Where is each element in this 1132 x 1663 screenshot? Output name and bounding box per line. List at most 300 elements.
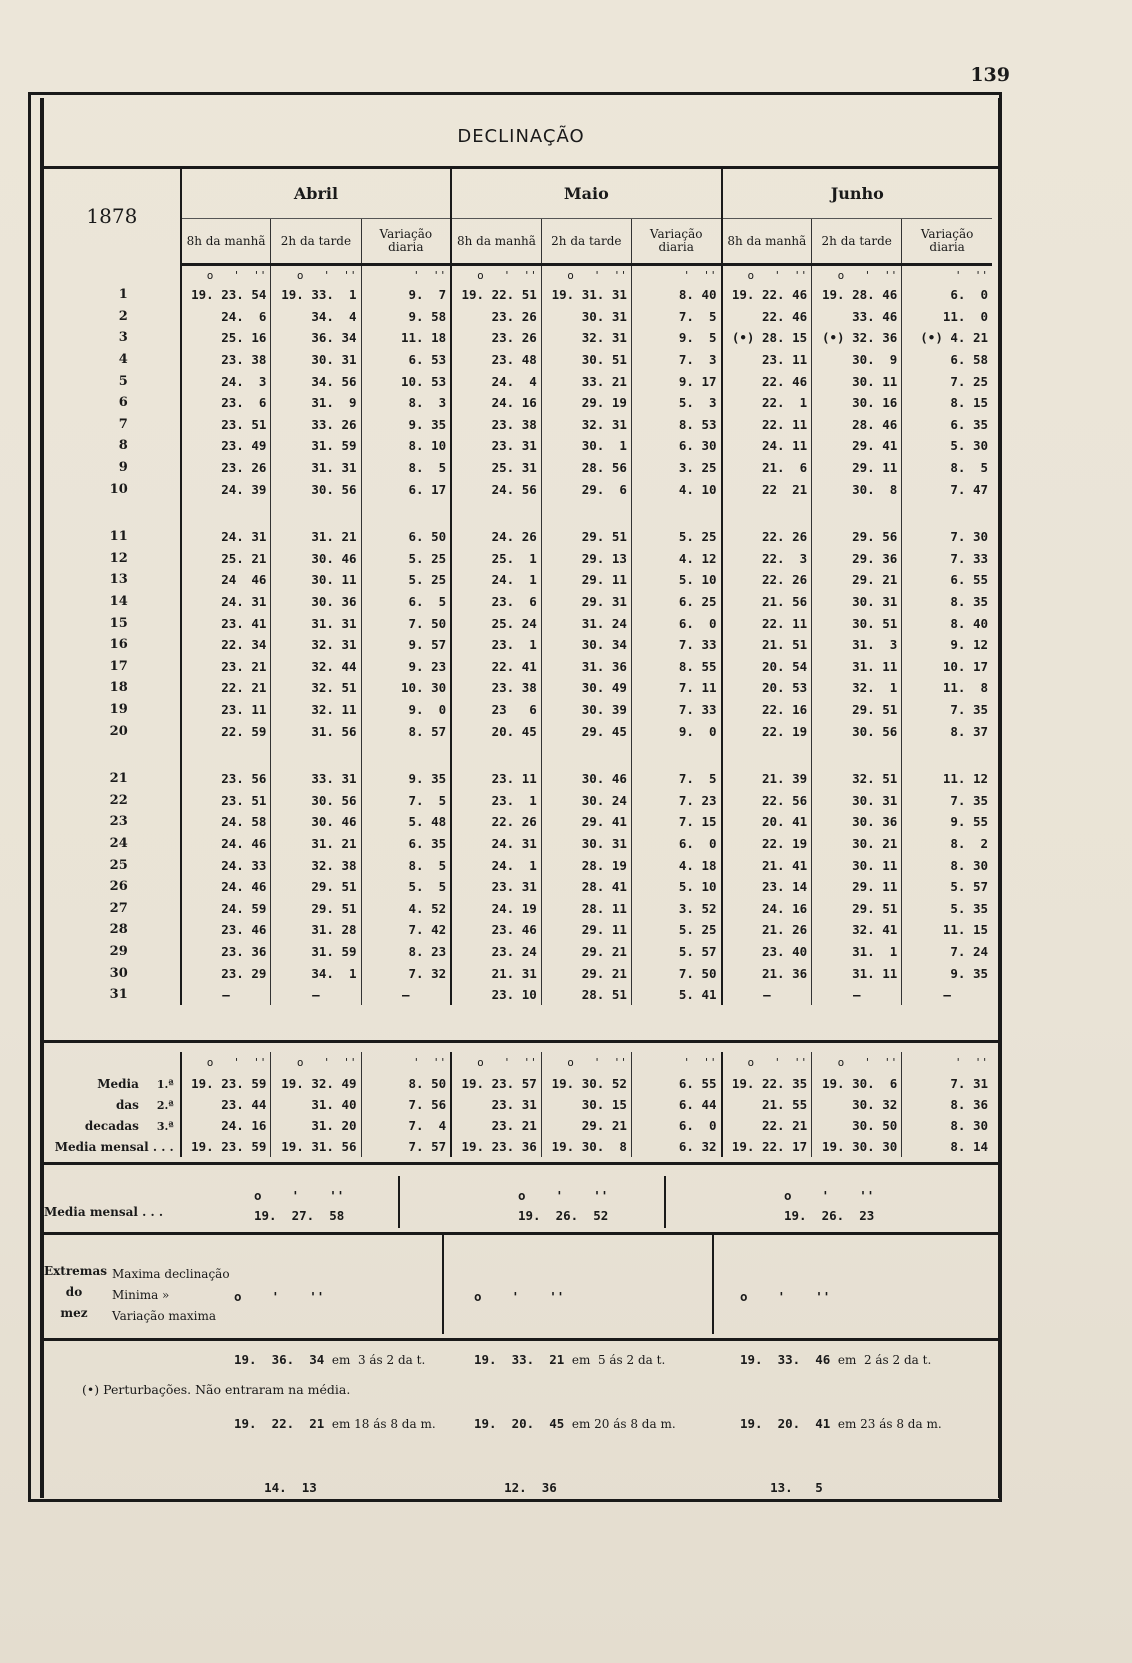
cell-value: 31. 28 [271, 919, 361, 941]
cell-value: 7. 42 [361, 919, 451, 941]
cell-value: 30. 36 [271, 591, 361, 613]
cell-value: 22. 41 [451, 656, 541, 678]
table-row [44, 897, 992, 919]
cell-value: 22. 26 [722, 569, 812, 591]
cell-value: 7. 57 [361, 1136, 451, 1157]
cell-value: 7. 15 [631, 811, 721, 833]
cell-value: 21. 39 [722, 768, 812, 790]
cell-value: 10. 53 [361, 370, 451, 392]
value: 19. 26. 52 [518, 1208, 609, 1223]
cell-value: 23 6 [451, 699, 541, 721]
spacer [44, 265, 181, 285]
cell-value: 8. 10 [361, 435, 451, 457]
cell-value: 19. 31. 31 [541, 284, 631, 306]
cell-value: 19. 30. 6 [812, 1073, 902, 1094]
unit-marks: o ' '' [812, 265, 902, 285]
cell-value: 8. 5 [361, 457, 451, 479]
cell-value: 6. 50 [361, 526, 451, 548]
extremes-label-3: mez [60, 1306, 88, 1320]
cell-value: 29. 11 [812, 457, 902, 479]
table-row [44, 526, 992, 548]
cell-value: 32. 1 [812, 677, 902, 699]
cell-value: 30. 39 [541, 699, 631, 721]
cell-value: 30. 11 [812, 854, 902, 876]
subheader-1-1: 2h da tarde [541, 219, 631, 265]
table-row [44, 478, 992, 500]
cell-value: 7. 3 [631, 349, 721, 371]
cell-value: 5. 5 [361, 876, 451, 898]
subheader-1-2: Variação diaria [631, 219, 721, 265]
cell-value: 22. 11 [722, 414, 812, 436]
spacer [722, 742, 812, 768]
unit-marks: o ' '' [541, 265, 631, 285]
cell-value: 7. 30 [902, 526, 992, 548]
decade-mark: 2.ª [156, 1098, 174, 1112]
cell-value: 22. 16 [722, 699, 812, 721]
cell-value: 6. 0 [631, 612, 721, 634]
cell-value: 31. 56 [271, 720, 361, 742]
divider [398, 1176, 400, 1228]
spacer [181, 742, 271, 768]
cell-value: 24 46 [181, 569, 271, 591]
cell-value: — [181, 984, 271, 1006]
cell-value: 31. 31 [271, 612, 361, 634]
cell-value: 8. 15 [902, 392, 992, 414]
unit-marks: o ' '' [722, 265, 812, 285]
cell-value: 5. 30 [902, 435, 992, 457]
cell-value: 6. 0 [631, 833, 721, 855]
cell-value: 19. 33. 1 [271, 284, 361, 306]
cell-value: 30. 56 [271, 789, 361, 811]
cell-value: 22. 46 [722, 370, 812, 392]
cell-value: 23. 38 [181, 349, 271, 371]
cell-value: 6. 55 [902, 569, 992, 591]
cell-value: 11. 0 [902, 306, 992, 328]
spacer [541, 500, 631, 526]
cell-value: 29. 51 [271, 876, 361, 898]
cell-value: 4. 18 [631, 854, 721, 876]
cell-value: 30. 56 [271, 478, 361, 500]
cell-value: 5. 48 [361, 811, 451, 833]
cell-value: 24. 19 [451, 897, 541, 919]
monthly-mean-abril [254, 1186, 344, 1226]
decade-label [44, 1094, 181, 1115]
decade-label-text: das [115, 1097, 139, 1112]
cell-value: 5. 3 [631, 392, 721, 414]
cell-value: 19. 30. 8 [541, 1136, 631, 1157]
cell-value: 9. 5 [631, 327, 721, 349]
cell-value: 8. 30 [902, 1115, 992, 1136]
cell-value: 19. 32. 49 [271, 1073, 361, 1094]
table-row [44, 854, 992, 876]
cell-value: 29. 51 [812, 897, 902, 919]
table-row [44, 569, 992, 591]
cell-value: 23. 29 [181, 962, 271, 984]
cell-value: 30. 50 [812, 1115, 902, 1136]
cell-value: 32. 31 [271, 634, 361, 656]
cell-value: 33. 46 [812, 306, 902, 328]
cell-value: 25. 16 [181, 327, 271, 349]
cell-value: 30. 51 [812, 612, 902, 634]
cell-value: 22. 19 [722, 833, 812, 855]
cell-value: 23. 48 [451, 349, 541, 371]
decade-mean-row [44, 1115, 992, 1136]
day-number: 25 [109, 857, 128, 873]
cell-value: 24. 33 [181, 854, 271, 876]
monthly-mean-row [44, 1136, 992, 1157]
cell-value: 32. 38 [271, 854, 361, 876]
cell-value: 20. 41 [722, 811, 812, 833]
cell-value: 19. 30. 30 [812, 1136, 902, 1157]
cell-value: 8. 55 [631, 656, 721, 678]
cell-value: 23. 41 [181, 612, 271, 634]
cell-value: 6. 35 [902, 414, 992, 436]
cell-value: 6. 53 [361, 349, 451, 371]
cell-value: 22. 46 [722, 306, 812, 328]
cell-value: 31. 36 [541, 656, 631, 678]
table-row [44, 656, 992, 678]
cell-value: 21. 26 [722, 919, 812, 941]
cell-value: 30. 46 [541, 768, 631, 790]
table-row [44, 457, 992, 479]
cell-value: 23. 21 [451, 1115, 541, 1136]
cell-value: — [361, 984, 451, 1006]
cell-value: 28. 19 [541, 854, 631, 876]
cell-value: 7. 11 [631, 677, 721, 699]
cell-value: 32. 51 [271, 677, 361, 699]
unit-marks: o ' '' [271, 1052, 361, 1073]
cell-value: 3. 25 [631, 457, 721, 479]
table-row [44, 941, 992, 963]
cell-value: 31. 11 [812, 656, 902, 678]
page-number: 139 [970, 64, 1010, 86]
day-number: 10 [109, 481, 128, 497]
unit-marks: o ' '' [518, 1188, 609, 1203]
cell-value: 25. 1 [451, 548, 541, 570]
cell-value: 19. 23. 59 [181, 1136, 271, 1157]
cell-value: (•) 28. 15 [722, 327, 812, 349]
cell-value: 25. 21 [181, 548, 271, 570]
cell-value: 9. 57 [361, 634, 451, 656]
value: 19. 33. 46 [740, 1352, 831, 1367]
cell-value: 5. 25 [631, 526, 721, 548]
day-number: 7 [118, 416, 128, 432]
cell-value: 24. 16 [722, 897, 812, 919]
cell-value: 30. 46 [271, 548, 361, 570]
cell-value: 22. 11 [722, 612, 812, 634]
table-row [44, 833, 992, 855]
unit-marks: o ' '' [474, 1289, 565, 1304]
unit-marks: ' '' [361, 1052, 451, 1073]
cell-value: 20. 53 [722, 677, 812, 699]
cell-value: 19. 23. 59 [181, 1073, 271, 1094]
cell-value: 30. 31 [541, 833, 631, 855]
table-row [44, 591, 992, 613]
cell-value: 30. 11 [271, 569, 361, 591]
cell-value: — [722, 984, 812, 1006]
cell-value: 9. 0 [631, 720, 721, 742]
cell-value: 24. 31 [181, 526, 271, 548]
day-number: 2 [118, 308, 128, 324]
cell-value: 21. 51 [722, 634, 812, 656]
spacer [812, 742, 902, 768]
cell-value: 29. 41 [812, 435, 902, 457]
month-header-maio: Maio [451, 168, 721, 219]
cell-value: 19. 28. 46 [812, 284, 902, 306]
cell-value: 9. 58 [361, 306, 451, 328]
cell-value: 6. 25 [631, 591, 721, 613]
cell-value: 4. 52 [361, 897, 451, 919]
cell-value: 4. 12 [631, 548, 721, 570]
day-number: 15 [109, 615, 128, 631]
day-number: 18 [109, 680, 128, 696]
cell-value: 29. 51 [812, 699, 902, 721]
cell-value: 24. 3 [181, 370, 271, 392]
spacer [361, 742, 451, 768]
cell-value: 23. 11 [722, 349, 812, 371]
day-number: 11 [109, 529, 128, 545]
cell-value: 31. 21 [271, 833, 361, 855]
day-number: 8 [118, 438, 128, 454]
cell-value: 29. 21 [541, 941, 631, 963]
cell-value: 8. 35 [902, 591, 992, 613]
unit-marks: o ' '' [784, 1188, 875, 1203]
cell-value: 30. 31 [812, 591, 902, 613]
cell-value: 23. 46 [451, 919, 541, 941]
cell-value: 7. 5 [361, 789, 451, 811]
cell-value: 30. 31 [541, 306, 631, 328]
cell-value: 5. 57 [631, 941, 721, 963]
cell-value: 23. 46 [181, 919, 271, 941]
extremes-names [112, 1264, 230, 1327]
cell-value: 9. 12 [902, 634, 992, 656]
extremes-maio [474, 1244, 676, 1540]
decade-label [44, 1115, 181, 1136]
unit-marks: ' '' [902, 1052, 992, 1073]
cell-value: 23. 31 [451, 1094, 541, 1115]
cell-value: 23. 24 [451, 941, 541, 963]
month-header-abril: Abril [181, 168, 451, 219]
monthly-mean-maio [518, 1186, 608, 1226]
table-row [44, 789, 992, 811]
note: em 3 ás 2 da t. [331, 1353, 426, 1367]
cell-value: 29. 45 [541, 720, 631, 742]
spacer [631, 742, 721, 768]
cell-value: 24. 16 [451, 392, 541, 414]
month-header-junho: Junho [722, 168, 992, 219]
spacer [44, 742, 181, 768]
cell-value: 24. 26 [451, 526, 541, 548]
cell-value: 23. 51 [181, 414, 271, 436]
monthly-mean-label: Media mensal . . . [54, 1139, 174, 1154]
day-number: 21 [109, 771, 128, 787]
monthly-mean-label: Media mensal . . . [44, 1205, 164, 1219]
cell-value: 23. 26 [181, 457, 271, 479]
subheader-2-1: 2h da tarde [812, 219, 902, 265]
cell-value: 24. 58 [181, 811, 271, 833]
cell-value: 7. 24 [902, 941, 992, 963]
note: em 5 ás 2 da t. [571, 1353, 666, 1367]
cell-value: 29. 56 [812, 526, 902, 548]
unit-marks: o ' '' [541, 1052, 631, 1073]
cell-value: 9. 35 [361, 768, 451, 790]
value: 13. 5 [740, 1480, 823, 1495]
cell-value: 19. 23. 36 [451, 1136, 541, 1157]
subheader-0-0: 8h da manhã [181, 219, 271, 265]
cell-value: 29. 6 [541, 478, 631, 500]
table-row [44, 327, 992, 349]
cell-value: 7. 31 [902, 1073, 992, 1094]
cell-value: 23. 38 [451, 677, 541, 699]
cell-value: 22. 3 [722, 548, 812, 570]
spacer [902, 742, 992, 768]
cell-value: 6. 0 [902, 284, 992, 306]
cell-value: 7. 47 [902, 478, 992, 500]
extreme-name-max: Maxima declinação [112, 1267, 230, 1281]
cell-value: 24. 46 [181, 833, 271, 855]
cell-value: 7. 35 [902, 699, 992, 721]
cell-value: 24. 6 [181, 306, 271, 328]
cell-value: 28. 41 [541, 876, 631, 898]
rule [40, 1162, 1002, 1165]
day-number: 19 [109, 701, 128, 717]
table-row [44, 811, 992, 833]
spacer [541, 742, 631, 768]
cell-value: 31. 11 [812, 962, 902, 984]
cell-value: 30. 32 [812, 1094, 902, 1115]
cell-value: 23. 31 [451, 435, 541, 457]
year-header: 1878 [44, 168, 181, 265]
cell-value: 8. 40 [631, 284, 721, 306]
subheader-2-0: 8h da manhã [722, 219, 812, 265]
cell-value: 22. 21 [722, 1115, 812, 1136]
cell-value: 5. 35 [902, 897, 992, 919]
cell-value: 24. 56 [451, 478, 541, 500]
spacer [812, 500, 902, 526]
decade-label-text: decadas [84, 1118, 139, 1133]
cell-value: 23. 14 [722, 876, 812, 898]
cell-value: 6. 0 [631, 1115, 721, 1136]
cell-value: 8. 5 [902, 457, 992, 479]
cell-value: 23. 36 [181, 941, 271, 963]
cell-value: 7. 4 [361, 1115, 451, 1136]
cell-value: 23. 26 [451, 306, 541, 328]
day-number: 22 [109, 792, 128, 808]
cell-value: 24. 31 [451, 833, 541, 855]
cell-value: — [271, 984, 361, 1006]
cell-value: 29. 31 [541, 591, 631, 613]
cell-value: 24. 1 [451, 569, 541, 591]
cell-value: 24. 59 [181, 897, 271, 919]
cell-value: 32. 41 [812, 919, 902, 941]
cell-value: 22. 19 [722, 720, 812, 742]
cell-value: 29. 11 [812, 876, 902, 898]
subheader-2-2: Variação diaria [902, 219, 992, 265]
day-number: 29 [109, 943, 128, 959]
cell-value: 6. 58 [902, 349, 992, 371]
cell-value: 23. 11 [451, 768, 541, 790]
value: 19. 27. 58 [254, 1208, 345, 1223]
unit-marks: ' '' [631, 1052, 721, 1073]
cell-value: 6. 44 [631, 1094, 721, 1115]
decade-mean-row [44, 1094, 992, 1115]
cell-value: 30. 15 [541, 1094, 631, 1115]
cell-value: 29. 51 [541, 526, 631, 548]
decade-gap [44, 742, 992, 768]
unit-marks: ' '' [361, 265, 451, 285]
cell-value: 9. 35 [361, 414, 451, 436]
table-row [44, 984, 992, 1006]
table-row [44, 677, 992, 699]
day-number: 5 [118, 373, 128, 389]
cell-value: 22. 21 [181, 677, 271, 699]
day-number: 13 [109, 572, 128, 588]
cell-value: 33. 26 [271, 414, 361, 436]
cell-value: 29. 51 [271, 897, 361, 919]
cell-value: 22 21 [722, 478, 812, 500]
cell-value: 23. 56 [181, 768, 271, 790]
cell-value: 31. 24 [541, 612, 631, 634]
cell-value: 10. 17 [902, 656, 992, 678]
cell-value: 21. 36 [722, 962, 812, 984]
day-number: 6 [118, 395, 128, 411]
spacer [44, 1052, 181, 1073]
cell-value: 32. 51 [812, 768, 902, 790]
spacer [181, 500, 271, 526]
cell-value: 31. 3 [812, 634, 902, 656]
value: 19. 36. 34 [234, 1352, 325, 1367]
cell-value: 28. 51 [541, 984, 631, 1006]
unit-marks: o ' '' [451, 1052, 541, 1073]
cell-value: 31. 20 [271, 1115, 361, 1136]
cell-value: 24. 39 [181, 478, 271, 500]
day-number: 27 [109, 900, 128, 916]
day-number: 3 [118, 330, 128, 346]
cell-value: 34. 1 [271, 962, 361, 984]
cell-value: 23. 26 [451, 327, 541, 349]
cell-value: 29. 13 [541, 548, 631, 570]
cell-value: 31. 9 [271, 392, 361, 414]
day-number: 16 [109, 637, 128, 653]
cell-value: 30. 56 [812, 720, 902, 742]
cell-value: 20. 54 [722, 656, 812, 678]
cell-value: 30. 24 [541, 789, 631, 811]
cell-value: 30. 9 [812, 349, 902, 371]
table-row [44, 768, 992, 790]
cell-value: 25. 24 [451, 612, 541, 634]
rule [40, 1338, 1002, 1341]
cell-value: 23. 11 [181, 699, 271, 721]
cell-value: 19. 23. 57 [451, 1073, 541, 1094]
spacer [271, 742, 361, 768]
cell-value: 23. 49 [181, 435, 271, 457]
spacer [271, 500, 361, 526]
cell-value: 11. 18 [361, 327, 451, 349]
cell-value: 31. 59 [271, 941, 361, 963]
cell-value: 23. 51 [181, 789, 271, 811]
cell-value: 6. 55 [631, 1073, 721, 1094]
extremes-label-1: Extremas [44, 1264, 108, 1278]
cell-value: 22. 26 [451, 811, 541, 833]
unit-marks: o ' '' [740, 1289, 831, 1304]
cell-value: 8. 37 [902, 720, 992, 742]
cell-value: 19. 22. 46 [722, 284, 812, 306]
spacer [44, 500, 181, 526]
cell-value: 7. 32 [361, 962, 451, 984]
cell-value: 23. 21 [181, 656, 271, 678]
divider [664, 1176, 666, 1228]
cell-value: 24. 31 [181, 591, 271, 613]
